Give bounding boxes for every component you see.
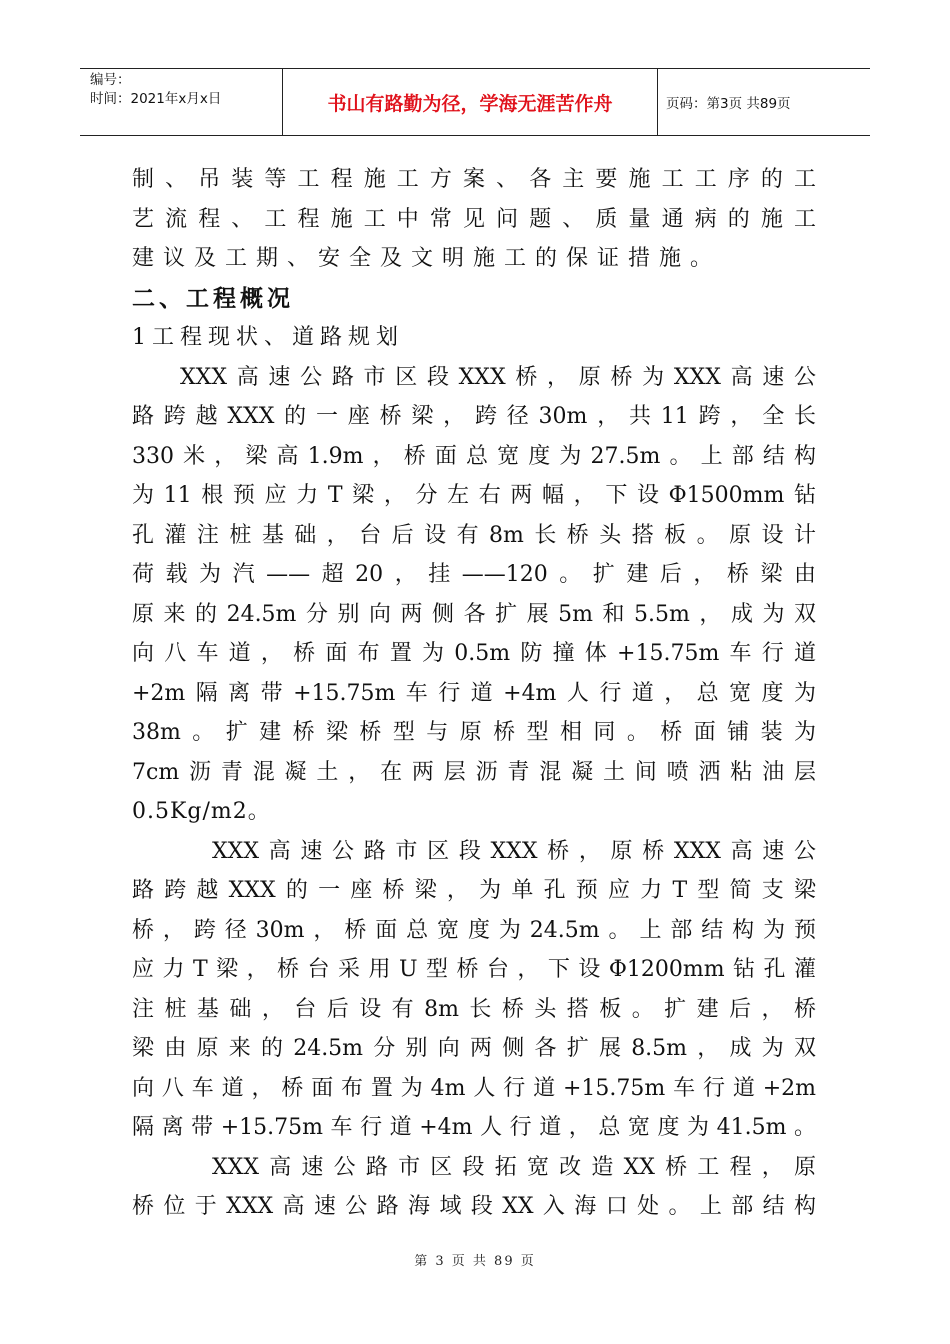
text-line: 孔灌注桩基础，台后设有8m长桥头搭板。原设计 [132,522,816,548]
text-line: 梁由原来的24.5m分别向两侧各扩展8.5m，成为双 [132,1036,816,1061]
text-line: 0.5Kg/m2。 [132,799,271,824]
text-line: 艺流程、工程施工中常见问题、质量通病的施工 [132,206,816,232]
section-heading: 二、工程概况 [132,284,294,312]
paragraph-first-line: XXX高速公路市区段XXX桥，原桥为XXX高速公 [180,364,816,390]
paragraph-first-line: XXX高速公路市区段拓宽改造XX桥工程，原 [212,1154,816,1180]
text-line: 桥位于XXX高速公路海域段XX入海口处。上部结构 [132,1194,816,1219]
text-line: 应力T梁，桥台采用U型桥台，下设Φ1200mm钻孔灌 [132,957,816,982]
text-line: 原来的24.5m分别向两侧各扩展5m和5.5m，成为双 [132,601,816,627]
document-date: 时间：2021年x月x日 [90,91,222,107]
document-number-label: 编号： [90,72,131,88]
text-line: +2m隔离带+15.75m车行道+4m人行道，总宽度为 [132,680,816,706]
text-line: 38m。扩建桥梁桥型与原桥型相同。桥面铺装为 [132,720,816,745]
header-page-info: 页码：第3页 共89页 [666,96,791,112]
header-meta [80,69,282,135]
text-line: 制、吊装等工程施工方案、各主要施工工序的工 [132,167,816,192]
document-body [132,160,816,1227]
page-footer: 第 3 页 共 89 页 [414,1254,536,1269]
text-line: 路跨越XXX的一座桥梁，为单孔预应力T型简支梁 [132,878,816,903]
text-line: 注桩基础，台后设有8m长桥头搭板。扩建后，桥 [132,996,816,1022]
text-line: 路跨越XXX的一座桥梁，跨径30m，共11跨，全长 [132,404,816,429]
subsection-heading: 1工程现状、道路规划 [132,325,404,350]
text-line: 7cm沥青混凝土，在两层沥青混凝土间喷洒粘油层 [132,759,816,785]
text-line: 建议及工期、安全及文明施工的保证措施。 [132,246,722,271]
text-line: 桥，跨径30m，桥面总宽度为24.5m。上部结构为预 [132,917,816,943]
text-line: 为11根预应力T梁，分左右两幅，下设Φ1500mm钻 [132,483,816,508]
text-line: 隔离带+15.75m车行道+4m人行道，总宽度为41.5m。 [132,1115,816,1140]
text-line: 向八车道，桥面布置为4m人行道+15.75m车行道+2m [132,1075,816,1101]
page-header [80,68,870,136]
text-line: 向八车道，桥面布置为0.5m防撞体+15.75m车行道 [132,641,816,666]
header-motto: 书山有路勤为径，学海无涯苦作舟 [282,69,658,135]
text-line: 330米，梁高1.9m，桥面总宽度为27.5m。上部结构 [132,443,816,469]
text-line: 荷载为汽——超20，挂——120。扩建后，桥梁由 [132,562,816,587]
paragraph-first-line: XXX高速公路市区段XXX桥，原桥XXX高速公 [212,838,816,864]
